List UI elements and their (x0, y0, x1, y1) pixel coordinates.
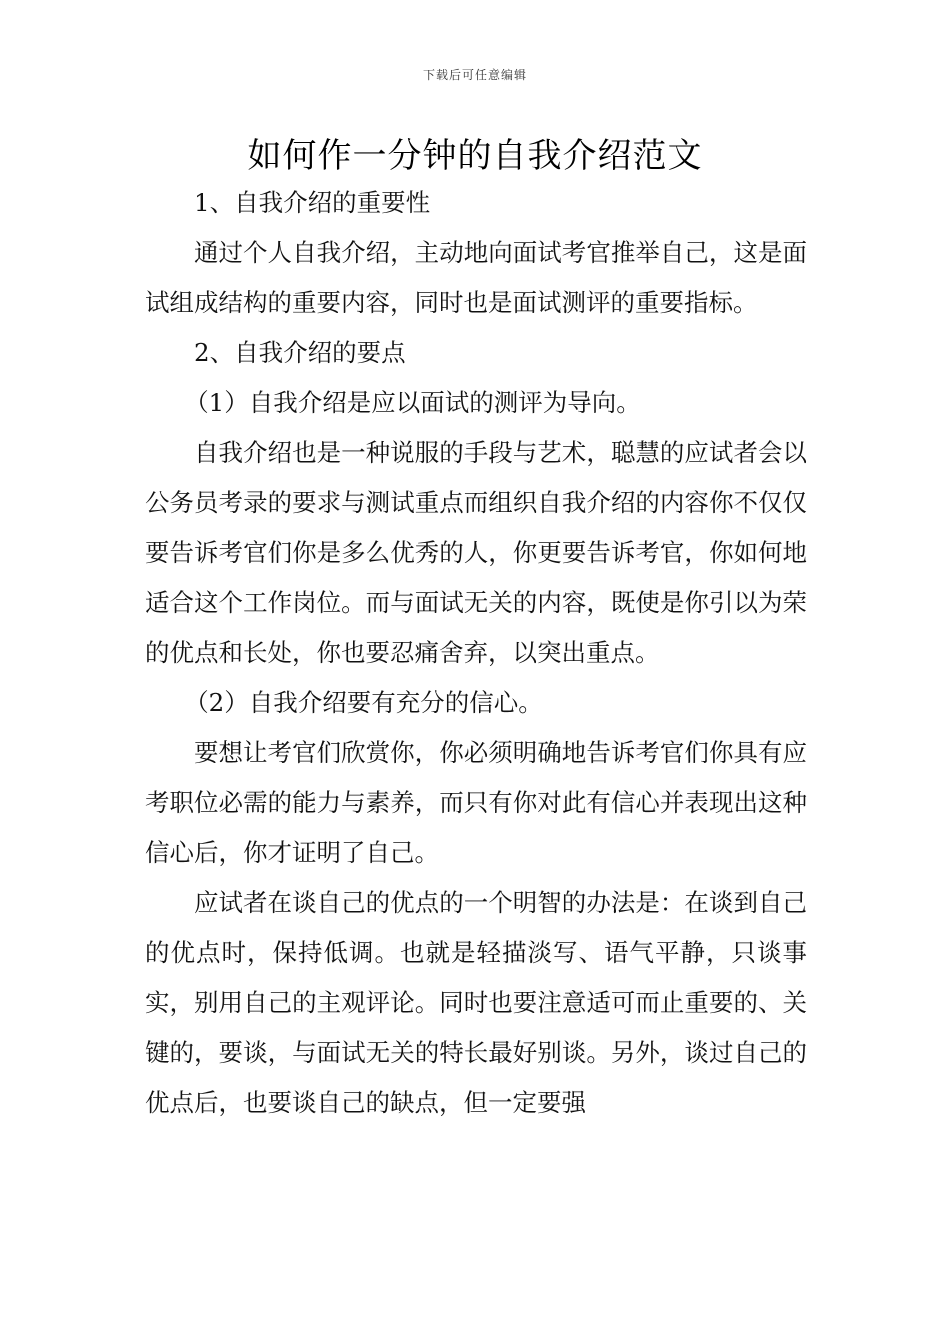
subheading-orientation: （1）自我介绍是应以面试的测评为导向。 (184, 388, 641, 417)
section-heading-key-points: 2、自我介绍的要点 (194, 338, 406, 367)
paragraph-strengths: 应试者在谈自己的优点的一个明智的办法是：在谈到自己的优点时，保持低调。也就是轻描淡写、语气平静，只谈事实，别用自己的主观评论。同时也要注意适可而止重要的、关键的，要谈，与面试无关的特长最好别谈。另外，谈过自己的优点后，也要谈自己的缺点，但一定要强 (145, 888, 807, 1117)
paragraph-confidence: 要想让考官们欣赏你，你必须明确地告诉考官们你具有应考职位必需的能力与素养，而只有你对此有信心并表现出这种信心后，你才证明了自己。 (145, 738, 807, 867)
paragraph-orientation: 自我介绍也是一种说服的手段与艺术，聪慧的应试者会以公务员考录的要求与测试重点而组织自我介绍的内容你不仅仅要告诉考官们你是多么优秀的人，你更要告诉考官，你如何地适合这个工作岗位。而与面试无关的内容，既使是你引以为荣的优点和长处，你也要忍痛舍弃，以突出重点。 (145, 438, 807, 667)
header-note: 下载后可任意编辑 (422, 68, 527, 82)
document-body (145, 178, 807, 1128)
page-title: 如何作一分钟的自我介绍范文 (247, 136, 703, 176)
section-heading-importance: 1、自我介绍的重要性 (194, 188, 431, 217)
subheading-confidence: （2）自我介绍要有充分的信心。 (184, 688, 543, 717)
paragraph-importance: 通过个人自我介绍，主动地向面试考官推举自己，这是面试组成结构的重要内容，同时也是面试测评的重要指标。 (145, 238, 807, 317)
